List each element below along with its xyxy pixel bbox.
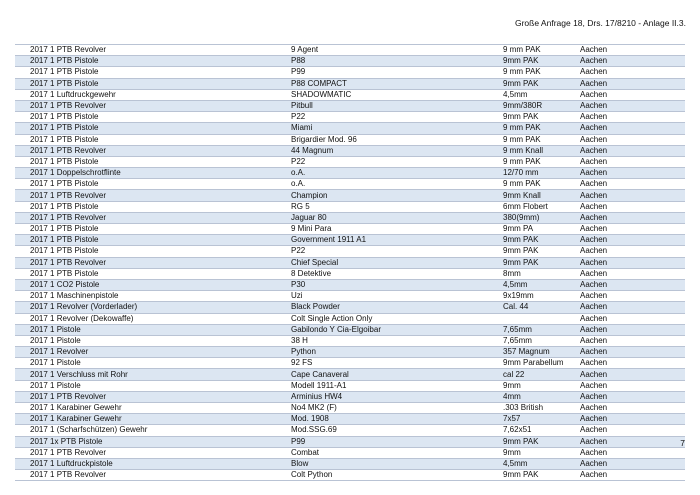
location-cell: Aachen (580, 347, 685, 358)
item-cell: 2017 1 (Scharfschützen) Gewehr (15, 425, 291, 436)
location-cell: Aachen (580, 45, 685, 56)
model-cell: P22 (291, 112, 503, 123)
model-cell: 8 Detektive (291, 268, 503, 279)
table-row (15, 179, 685, 190)
location-cell: Aachen (580, 156, 685, 167)
item-cell: 2017 1 CO2 Pistole (15, 279, 291, 290)
caliber-cell: 380(9mm) (503, 212, 580, 223)
item-cell: 2017 1 PTB Revolver (15, 470, 291, 481)
location-cell: Aachen (580, 89, 685, 100)
caliber-cell: 9 mm PAK (503, 123, 580, 134)
model-cell: Brigardier Mod. 96 (291, 134, 503, 145)
caliber-cell: 9mm (503, 380, 580, 391)
location-cell: Aachen (580, 190, 685, 201)
table-row (15, 246, 685, 257)
table-row (15, 369, 685, 380)
model-cell: Chief Special (291, 257, 503, 268)
table-row (15, 112, 685, 123)
item-cell: 2017 1 Revolver (15, 347, 291, 358)
location-cell: Aachen (580, 224, 685, 235)
item-cell: 2017 1 Karabiner Gewehr (15, 403, 291, 414)
location-cell: Aachen (580, 302, 685, 313)
item-cell: 2017 1 PTB Revolver (15, 100, 291, 111)
model-cell: 9 Agent (291, 45, 503, 56)
model-cell: Colt Single Action Only (291, 313, 503, 324)
table-row (15, 358, 685, 369)
item-cell: 2017 1 Maschinenpistole (15, 291, 291, 302)
table-row (15, 134, 685, 145)
location-cell: Aachen (580, 470, 685, 481)
model-cell: Champion (291, 190, 503, 201)
document-header: Große Anfrage 18, Drs. 17/8210 - Anlage II.3. (514, 18, 686, 28)
item-cell: 2017 1 PTB Pistole (15, 156, 291, 167)
location-cell: Aachen (580, 391, 685, 402)
caliber-cell: 9 mm PAK (503, 134, 580, 145)
location-cell: Aachen (580, 291, 685, 302)
location-cell: Aachen (580, 458, 685, 469)
model-cell: o.A. (291, 168, 503, 179)
model-cell: RG 5 (291, 201, 503, 212)
model-cell: Pitbull (291, 100, 503, 111)
model-cell: Mod. 1908 (291, 414, 503, 425)
table-row (15, 335, 685, 346)
table-row (15, 291, 685, 302)
item-cell: 2017 1 Revolver (Vorderlader) (15, 302, 291, 313)
item-cell: 2017 1 Karabiner Gewehr (15, 414, 291, 425)
location-cell: Aachen (580, 235, 685, 246)
caliber-cell: 7,65mm (503, 324, 580, 335)
table-row (15, 425, 685, 436)
model-cell: Government 1911 A1 (291, 235, 503, 246)
caliber-cell: 357 Magnum (503, 347, 580, 358)
item-cell: 2017 1 Pistole (15, 380, 291, 391)
table-body (15, 45, 685, 481)
model-cell: Miami (291, 123, 503, 134)
caliber-cell: 7,62x51 (503, 425, 580, 436)
location-cell: Aachen (580, 112, 685, 123)
item-cell: 2017 1 PTB Revolver (15, 45, 291, 56)
caliber-cell: 6mm Flobert (503, 201, 580, 212)
table-row (15, 403, 685, 414)
location-cell: Aachen (580, 246, 685, 257)
location-cell: Aachen (580, 335, 685, 346)
table-row (15, 168, 685, 179)
location-cell: Aachen (580, 436, 685, 447)
table-row (15, 56, 685, 67)
caliber-cell: 9mm PAK (503, 470, 580, 481)
caliber-cell: .303 British (503, 403, 580, 414)
item-cell: 2017 1 Revolver (Dekowaffe) (15, 313, 291, 324)
model-cell: Uzi (291, 291, 503, 302)
model-cell: P88 COMPACT (291, 78, 503, 89)
table-row (15, 89, 685, 100)
item-cell: 2017 1 Luftdruckgewehr (15, 89, 291, 100)
caliber-cell: 9mm PAK (503, 78, 580, 89)
item-cell: 2017 1 PTB Pistole (15, 235, 291, 246)
table-row (15, 302, 685, 313)
model-cell: P22 (291, 246, 503, 257)
item-cell: 2017 1 PTB Revolver (15, 145, 291, 156)
table-row (15, 470, 685, 481)
caliber-cell: 9 mm Knall (503, 145, 580, 156)
location-cell: Aachen (580, 145, 685, 156)
item-cell: 2017 1 PTB Pistole (15, 123, 291, 134)
location-cell: Aachen (580, 257, 685, 268)
table-row (15, 268, 685, 279)
caliber-cell: 9mm Parabellum (503, 358, 580, 369)
table-row (15, 414, 685, 425)
model-cell: 44 Magnum (291, 145, 503, 156)
item-cell: 2017 1 Pistole (15, 335, 291, 346)
caliber-cell (503, 313, 580, 324)
caliber-cell: 9mm PAK (503, 112, 580, 123)
caliber-cell: Cal. 44 (503, 302, 580, 313)
item-cell: 2017 1 PTB Pistole (15, 268, 291, 279)
caliber-cell: 9 mm PAK (503, 67, 580, 78)
caliber-cell: 9x19mm (503, 291, 580, 302)
model-cell: Colt Python (291, 470, 503, 481)
location-cell: Aachen (580, 78, 685, 89)
item-cell: 2017 1 Pistole (15, 324, 291, 335)
table-row (15, 156, 685, 167)
model-cell: Gabilondo Y Cia-Elgoibar (291, 324, 503, 335)
model-cell: Cape Canaveral (291, 369, 503, 380)
item-cell: 2017 1 PTB Pistole (15, 246, 291, 257)
table-row (15, 447, 685, 458)
table-row (15, 212, 685, 223)
table-row (15, 100, 685, 111)
item-cell: 2017 1 PTB Revolver (15, 212, 291, 223)
item-cell: 2017 1 PTB Pistole (15, 134, 291, 145)
table-row (15, 380, 685, 391)
location-cell: Aachen (580, 56, 685, 67)
item-cell: 2017 1 PTB Revolver (15, 190, 291, 201)
caliber-cell: 9 mm PAK (503, 179, 580, 190)
model-cell: Blow (291, 458, 503, 469)
caliber-cell: 7,65mm (503, 335, 580, 346)
table-row (15, 391, 685, 402)
location-cell: Aachen (580, 425, 685, 436)
model-cell: P99 (291, 436, 503, 447)
model-cell: P30 (291, 279, 503, 290)
location-cell: Aachen (580, 201, 685, 212)
table-row (15, 201, 685, 212)
caliber-cell: 9mm (503, 447, 580, 458)
location-cell: Aachen (580, 212, 685, 223)
table-row (15, 257, 685, 268)
item-cell: 2017 1 PTB Pistole (15, 201, 291, 212)
caliber-cell: 9mm PAK (503, 246, 580, 257)
table-row (15, 235, 685, 246)
caliber-cell: 9mm PAK (503, 436, 580, 447)
table-row (15, 279, 685, 290)
weapons-table (15, 44, 685, 481)
table-row (15, 78, 685, 89)
caliber-cell: 9mm/380R (503, 100, 580, 111)
table-row (15, 458, 685, 469)
caliber-cell: 4,5mm (503, 279, 580, 290)
caliber-cell: 9mm PA (503, 224, 580, 235)
table-row (15, 190, 685, 201)
table-row (15, 145, 685, 156)
model-cell: Mod.SSG.69 (291, 425, 503, 436)
model-cell: Modell 1911-A1 (291, 380, 503, 391)
location-cell: Aachen (580, 123, 685, 134)
model-cell: Python (291, 347, 503, 358)
model-cell: 92 FS (291, 358, 503, 369)
caliber-cell: 9mm PAK (503, 56, 580, 67)
location-cell: Aachen (580, 324, 685, 335)
caliber-cell: 9mm Knall (503, 190, 580, 201)
item-cell: 2017 1 PTB Pistole (15, 224, 291, 235)
table-row (15, 224, 685, 235)
location-cell: Aachen (580, 447, 685, 458)
location-cell: Aachen (580, 268, 685, 279)
model-cell: P22 (291, 156, 503, 167)
item-cell: 2017 1 PTB Pistole (15, 56, 291, 67)
item-cell: 2017 1x PTB Pistole (15, 436, 291, 447)
location-cell: Aachen (580, 100, 685, 111)
location-cell: Aachen (580, 369, 685, 380)
model-cell: 38 H (291, 335, 503, 346)
location-cell: Aachen (580, 313, 685, 324)
caliber-cell: 8mm (503, 268, 580, 279)
item-cell: 2017 1 PTB Pistole (15, 67, 291, 78)
caliber-cell: 4mm (503, 391, 580, 402)
caliber-cell: 9mm PAK (503, 235, 580, 246)
table-row (15, 45, 685, 56)
model-cell: Arminius HW4 (291, 391, 503, 402)
location-cell: Aachen (580, 279, 685, 290)
caliber-cell: 4,5mm (503, 458, 580, 469)
location-cell: Aachen (580, 414, 685, 425)
table-row (15, 313, 685, 324)
table-row (15, 324, 685, 335)
model-cell: Jaguar 80 (291, 212, 503, 223)
location-cell: Aachen (580, 380, 685, 391)
model-cell: P99 (291, 67, 503, 78)
table-row (15, 436, 685, 447)
caliber-cell: 7x57 (503, 414, 580, 425)
caliber-cell: 9mm PAK (503, 257, 580, 268)
caliber-cell: 12/70 mm (503, 168, 580, 179)
table-row (15, 123, 685, 134)
item-cell: 2017 1 Verschluss mit Rohr (15, 369, 291, 380)
caliber-cell: 9 mm PAK (503, 156, 580, 167)
item-cell: 2017 1 PTB Revolver (15, 391, 291, 402)
caliber-cell: 4,5mm (503, 89, 580, 100)
model-cell: 9 Mini Para (291, 224, 503, 235)
item-cell: 2017 1 Luftdruckpistole (15, 458, 291, 469)
model-cell: Combat (291, 447, 503, 458)
model-cell: P88 (291, 56, 503, 67)
location-cell: Aachen (580, 67, 685, 78)
location-cell: Aachen (580, 168, 685, 179)
location-cell: Aachen (580, 403, 685, 414)
table-row (15, 347, 685, 358)
item-cell: 2017 1 PTB Revolver (15, 257, 291, 268)
item-cell: 2017 1 PTB Pistole (15, 179, 291, 190)
model-cell: o.A. (291, 179, 503, 190)
location-cell: Aachen (580, 179, 685, 190)
table-row (15, 67, 685, 78)
model-cell: Black Powder (291, 302, 503, 313)
item-cell: 2017 1 Pistole (15, 358, 291, 369)
item-cell: 2017 1 PTB Pistole (15, 112, 291, 123)
item-cell: 2017 1 Doppelschrotflinte (15, 168, 291, 179)
caliber-cell: cal 22 (503, 369, 580, 380)
page-number: 7 (680, 438, 685, 448)
caliber-cell: 9 mm PAK (503, 45, 580, 56)
model-cell: SHADOWMATIC (291, 89, 503, 100)
item-cell: 2017 1 PTB Pistole (15, 78, 291, 89)
model-cell: No4 MK2 (F) (291, 403, 503, 414)
location-cell: Aachen (580, 134, 685, 145)
location-cell: Aachen (580, 358, 685, 369)
item-cell: 2017 1 PTB Revolver (15, 447, 291, 458)
